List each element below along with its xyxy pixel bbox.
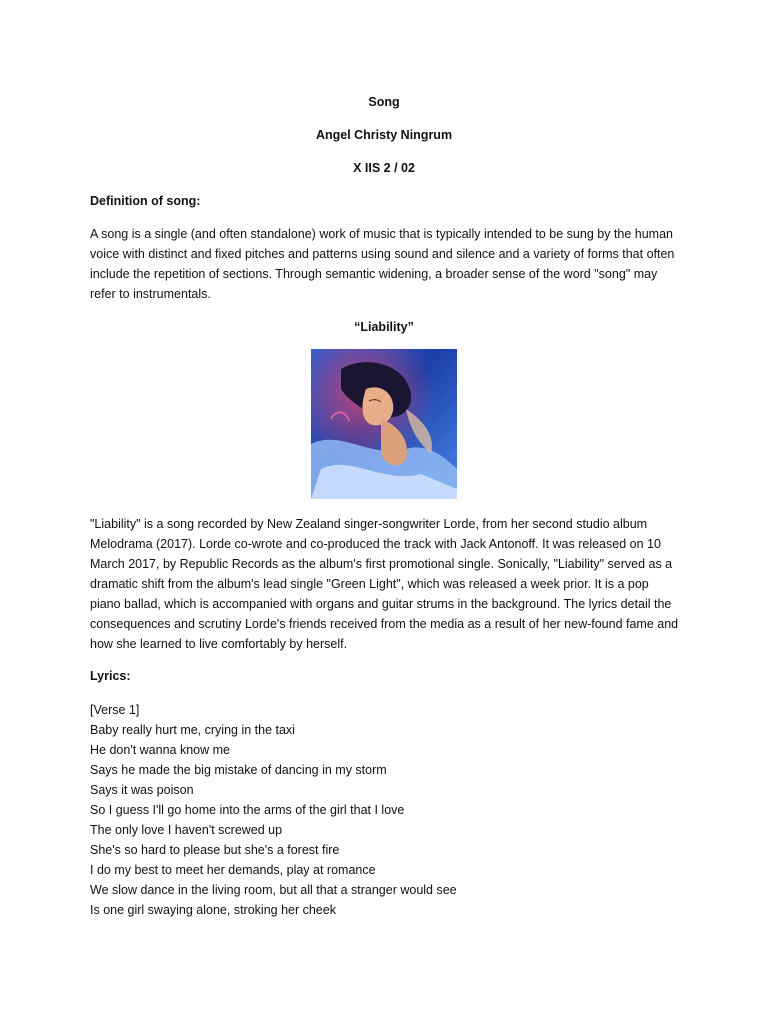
lyric-line: She's so hard to please but she's a forest fire [90, 843, 340, 857]
class-info: X IIS 2 / 02 [353, 161, 415, 175]
definition-paragraph: A song is a single (and often standalone) work of music that is typically intended to be sung by the human voice with distinct and fixed pitches and patterns using sound and silence and a variety of forms that often include the repetition of sections. Through semantic widening, a broader sense of the word "song" may refer to instrumentals. [90, 227, 675, 301]
lyric-line: I do my best to meet her demands, play at romance [90, 863, 376, 877]
lyric-line: The only love I haven't screwed up [90, 823, 283, 837]
lyrics-list [90, 700, 457, 920]
definition-heading: Definition of song: [90, 194, 201, 208]
document-title: Song [368, 95, 400, 109]
lyric-line: Baby really hurt me, crying in the taxi [90, 723, 295, 737]
lyric-line: Says it was poison [90, 783, 194, 797]
album-cover-icon [311, 349, 457, 499]
album-cover-image [311, 349, 457, 499]
author-name: Angel Christy Ningrum [315, 128, 453, 142]
lyric-line: Is one girl swaying alone, stroking her cheek [90, 903, 336, 917]
song-description: "Liability" is a song recorded by New Zealand singer-songwriter Lorde, from her second studio album Melodrama (2017). Lorde co-wrote and co-produced the track with Jack Antonoff. It was released on 10 March 2017, by Republic Records as the album's first promotional single. Sonically, "Liability" served as a dramatic shift from the album's lead single "Green Light", which was released a week prior. It is a pop piano ballad, which is accompanied with organs and guitar strums in the background. The lyrics detail the consequences and scrutiny Lorde's friends received from the media as a result of her new-found fame and how she learned to live comfortably by herself. [90, 517, 679, 651]
song-title: “Liability” [354, 320, 414, 334]
lyric-line: [Verse 1] [90, 703, 140, 717]
lyrics-heading: Lyrics: [90, 669, 131, 683]
lyric-line: So I guess I'll go home into the arms of the girl that I love [90, 803, 405, 817]
lyric-line: He don't wanna know me [90, 743, 230, 757]
lyric-line: We slow dance in the living room, but all that a stranger would see [90, 883, 457, 897]
lyric-line: Says he made the big mistake of dancing in my storm [90, 763, 387, 777]
